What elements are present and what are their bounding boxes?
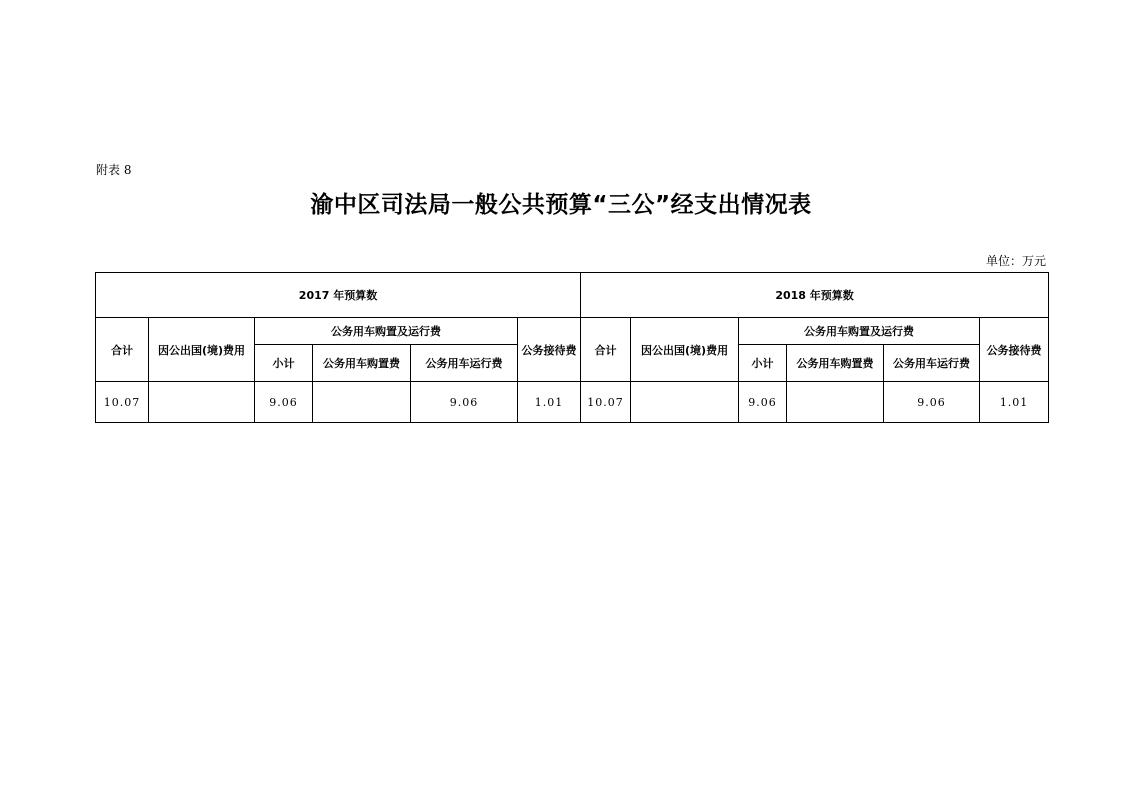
appendix-label: 附表 8	[96, 163, 132, 177]
unit-label: 单位：万元	[985, 254, 1046, 268]
total-header-2017: 合计	[96, 318, 149, 382]
vehicle-purchase-cell-2018	[787, 382, 884, 423]
budget-table	[95, 272, 1049, 423]
page-title: 渝中区司法局一般公共预算“三公”经支出情况表	[310, 192, 812, 218]
abroad-cell-2018	[631, 382, 739, 423]
vehicle-group-header-2018: 公务用车购置及运行费	[739, 318, 980, 345]
vehicle-operation-cell-2018: 9.06	[884, 382, 980, 423]
vehicle-operation-cell-2017: 9.06	[411, 382, 518, 423]
reception-header-2018: 公务接待费	[980, 318, 1049, 382]
subtotal-header-2018: 小计	[739, 345, 787, 382]
abroad-header-2018: 因公出国(境)费用	[631, 318, 739, 382]
year-2017-header: 2017 年预算数	[96, 273, 581, 318]
abroad-cell-2017	[149, 382, 255, 423]
abroad-header-2017: 因公出国(境)费用	[149, 318, 255, 382]
table-row	[96, 382, 1049, 423]
total-cell-2018: 10.07	[581, 382, 631, 423]
vehicle-operation-header-2018: 公务用车运行费	[884, 345, 980, 382]
total-cell-2017: 10.07	[96, 382, 149, 423]
reception-cell-2018: 1.01	[980, 382, 1049, 423]
reception-header-2017: 公务接待费	[518, 318, 581, 382]
total-header-2018: 合计	[581, 318, 631, 382]
subtotal-cell-2018: 9.06	[739, 382, 787, 423]
column-header-row	[96, 318, 1049, 345]
vehicle-purchase-cell-2017	[313, 382, 411, 423]
vehicle-purchase-header-2018: 公务用车购置费	[787, 345, 884, 382]
vehicle-purchase-header-2017: 公务用车购置费	[313, 345, 411, 382]
subtotal-header-2017: 小计	[255, 345, 313, 382]
subtotal-cell-2017: 9.06	[255, 382, 313, 423]
vehicle-operation-header-2017: 公务用车运行费	[411, 345, 518, 382]
year-2018-header: 2018 年预算数	[581, 273, 1049, 318]
vehicle-group-header-2017: 公务用车购置及运行费	[255, 318, 518, 345]
reception-cell-2017: 1.01	[518, 382, 581, 423]
year-header-row	[96, 273, 1049, 318]
